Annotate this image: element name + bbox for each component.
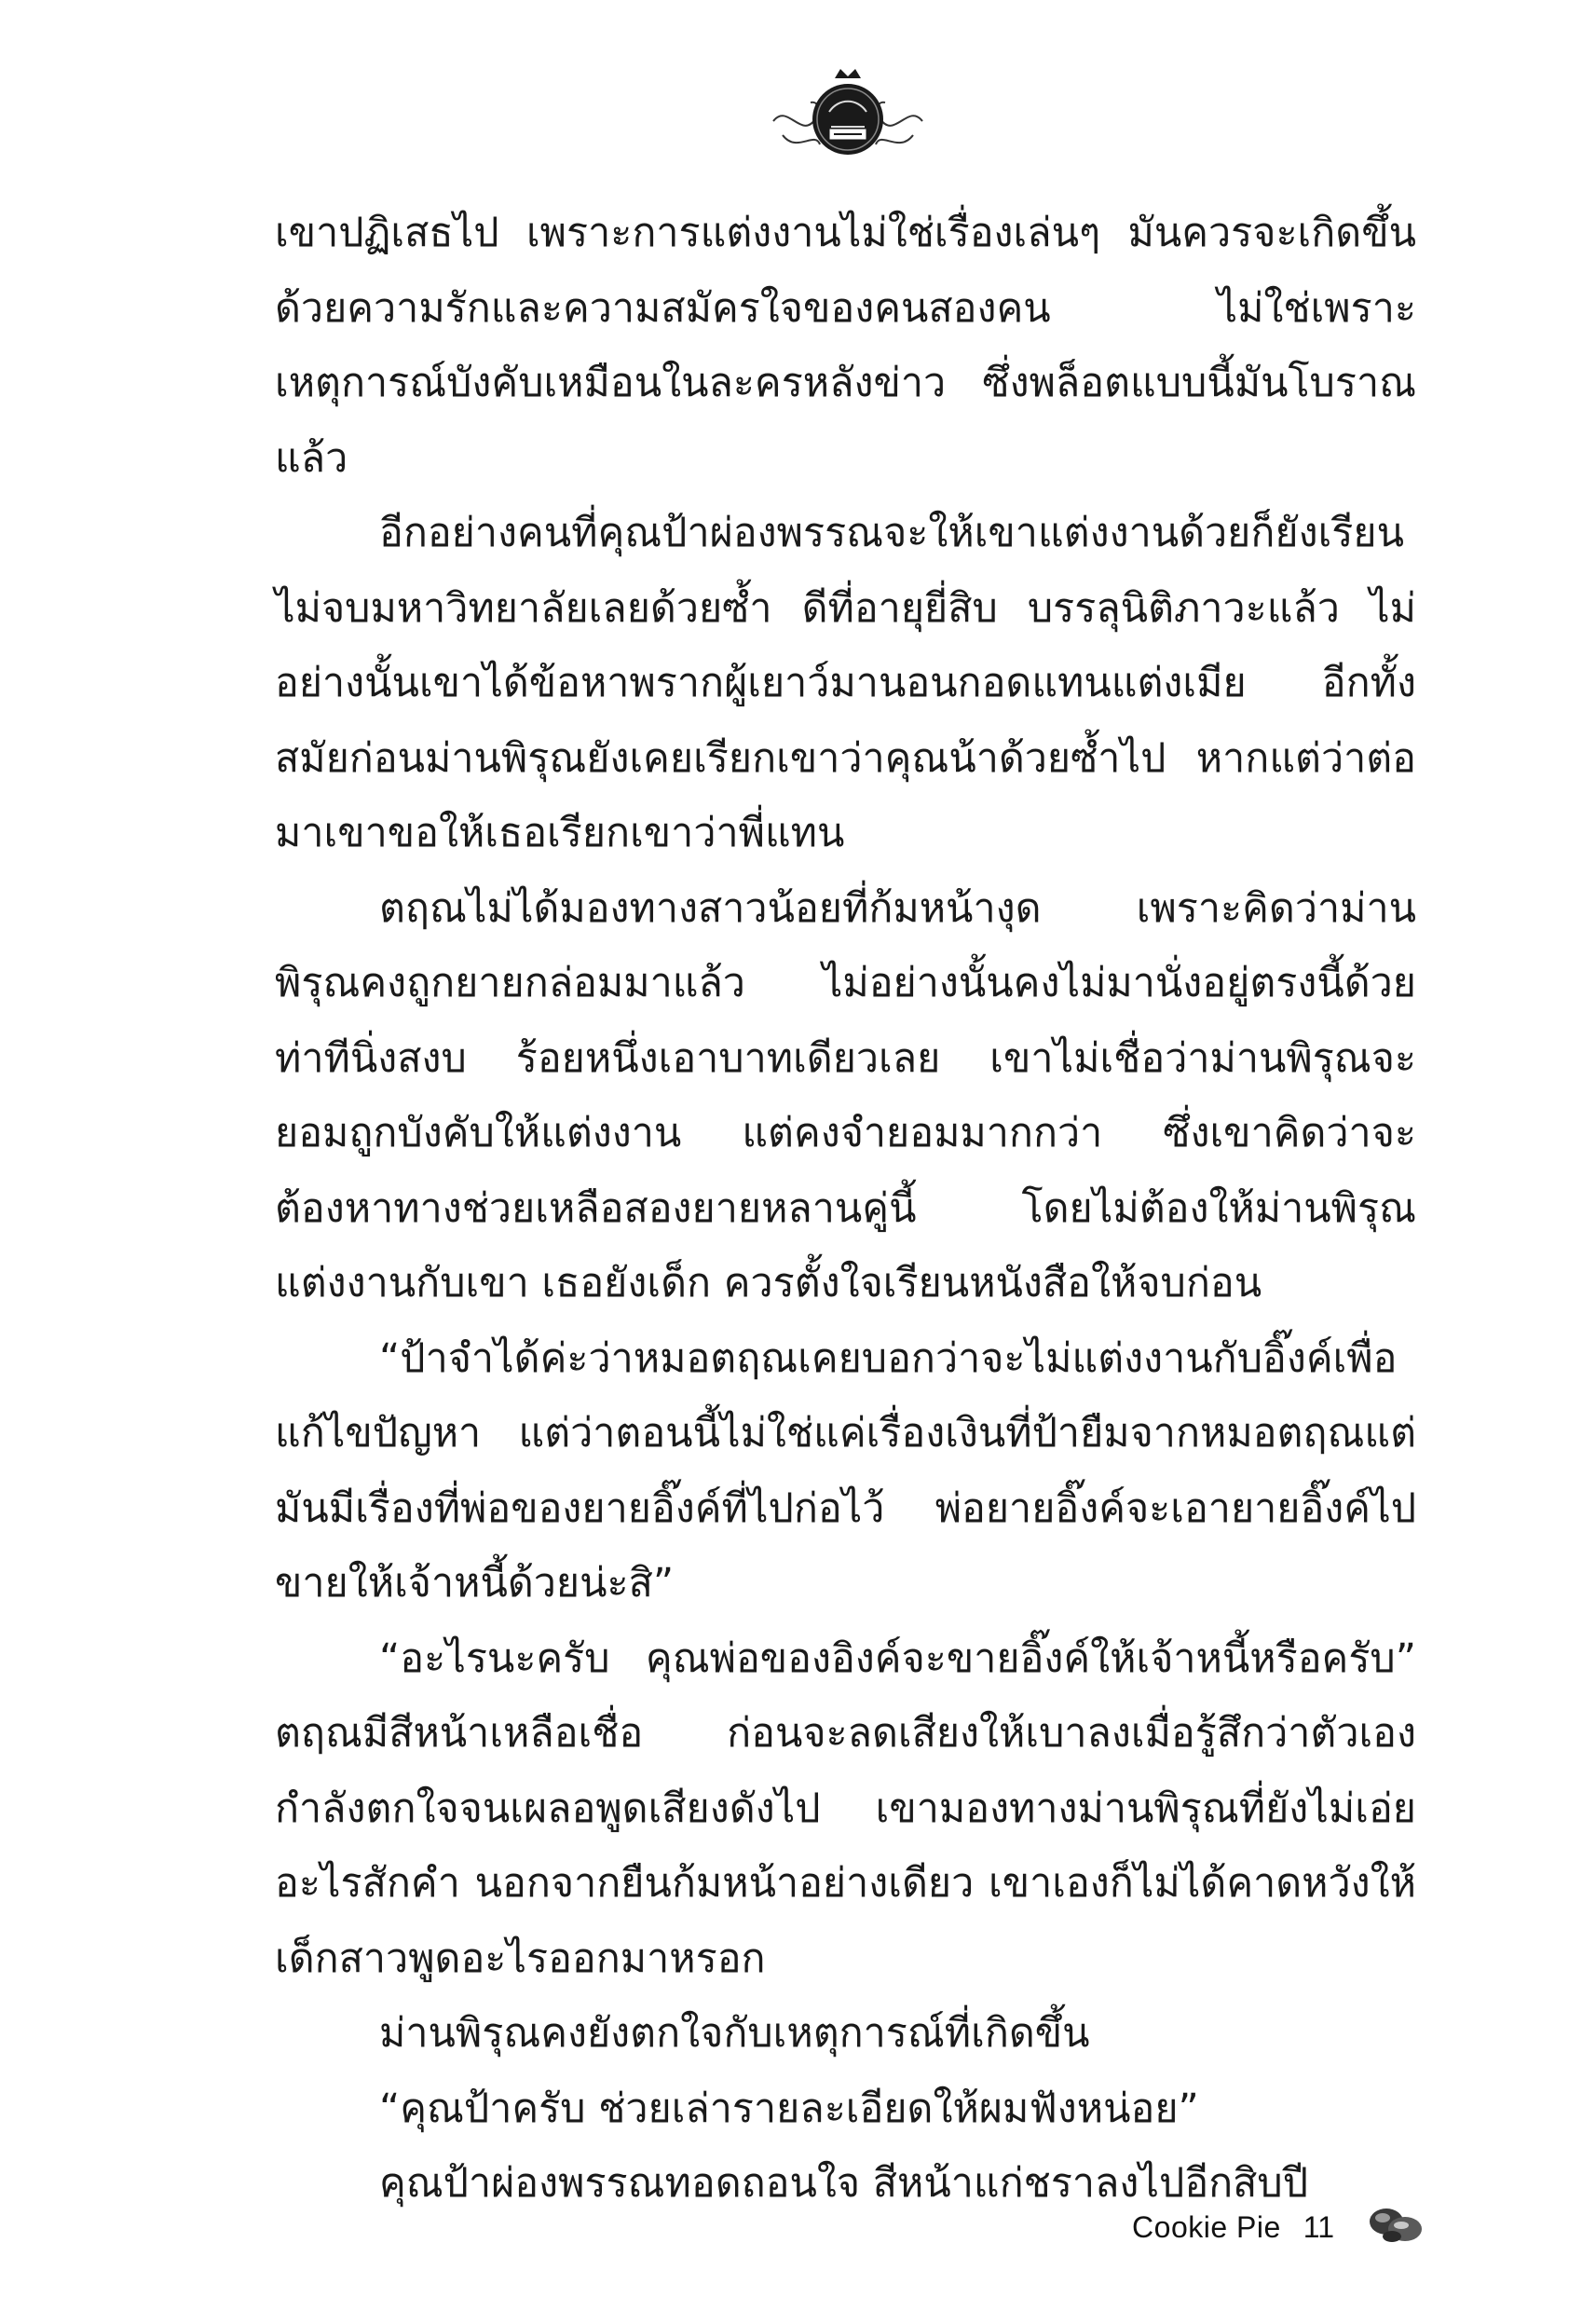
ornamental-crest-icon bbox=[764, 65, 932, 177]
paragraph-4: “ป้าจำได้ค่ะว่าหมอตฤณเคยบอกว่าจะไม่แต่งงานกับอิ๊งค์เพื่อแก้ไขปัญหา แต่ว่าตอนนี้ไม่ใช่แค่เรื่องเงินที่ป้ายืมจากหมอตฤณแต่มันมีเรื่องที่พ่อของยายอิ๊งค์ที่ไปก่อไว้ พ่อยายอิ๊งค์จะเอายายอิ๊งค์ไปขายให้เจ้าหนี้ด้วยน่ะสิ” bbox=[275, 1334, 1416, 1607]
publisher-brand: Cookie Pie bbox=[1132, 2209, 1281, 2244]
body-text bbox=[275, 196, 1416, 2222]
cookie-pie-logo-icon bbox=[1364, 2201, 1425, 2253]
paragraph-2: อีกอย่างคนที่คุณป้าผ่องพรรณจะให้เขาแต่งงานด้วยก็ยังเรียนไม่จบมหาวิทยาลัยเลยด้วยซ้ำ ดีที่อายุยี่สิบ บรรลุนิติภาวะแล้ว ไม่อย่างนั้นเขาได้ข้อหาพรากผู้เยาว์มานอนกอดแทนแต่งเมีย อีกทั้งสมัยก่อนม่านพิรุณยังเคยเรียกเขาว่าคุณน้าด้วยซ้ำไป หากแต่ว่าต่อมาเขาขอให้เธอเรียกเขาว่าพี่แทน bbox=[275, 510, 1416, 856]
paragraph-5: “อะไรนะครับ คุณพ่อของอิงค์จะขายอิ๊งค์ให้เจ้าหนี้หรือครับ” ตฤณมีสีหน้าเหลือเชื่อ ก่อนจะลดเสียงให้เบาลงเมื่อรู้สึกว่าตัวเองกำลังตกใจจนเผลอพูดเสียงดังไป เขามองทางม่านพิรุณที่ยังไม่เอ่ยอะไรสักคำ นอกจากยืนก้มหน้าอย่างเดียว เขาเองก็ไม่ได้คาดหวังให้เด็กสาวพูดอะไรออกมาหรอก bbox=[275, 1634, 1416, 1982]
paragraph-6: ม่านพิรุณคงยังตกใจกับเหตุการณ์ที่เกิดขึ้น bbox=[379, 2010, 1090, 2057]
paragraph-8: คุณป้าผ่องพรรณทอดถอนใจ สีหน้าแก่ชราลงไปอีกสิบปี bbox=[379, 2160, 1309, 2207]
page-number: 11 bbox=[1303, 2209, 1334, 2244]
paragraph-7: “คุณป้าครับ ช่วยเล่ารายละเอียดให้ผมฟังหน่อย” bbox=[379, 2085, 1199, 2132]
paragraph-3: ตฤณไม่ได้มองทางสาวน้อยที่ก้มหน้างุด เพราะคิดว่าม่านพิรุณคงถูกยายกล่อมมาแล้ว ไม่อย่างนั้นคงไม่มานั่งอยู่ตรงนี้ด้วยท่าทีนิ่งสงบ ร้อยหนึ่งเอาบาทเดียวเลย เขาไม่เชื่อว่าม่านพิรุณจะยอมถูกบังคับให้แต่งงาน แต่คงจำยอมมากกว่า ซึ่งเขาคิดว่าจะต้องหาทางช่วยเหลือสองยายหลานคู่นี้ โดยไม่ต้องให้ม่านพิรุณแต่งงานกับเขา เธอยังเด็ก ควรตั้งใจเรียนหนังสือให้จบก่อน bbox=[275, 884, 1416, 1306]
page-footer bbox=[1071, 2199, 1425, 2255]
paragraph-1: เขาปฏิเสธไป เพราะการแต่งงานไม่ใช่เรื่องเล่นๆ มันควรจะเกิดขึ้นด้วยความรักและความสมัครใจของคนสองคน ไม่ใช่เพราะเหตุการณ์บังคับเหมือนในละครหลังข่าว ซึ่งพล็อตแบบนี้มันโบราณแล้ว bbox=[275, 210, 1416, 482]
